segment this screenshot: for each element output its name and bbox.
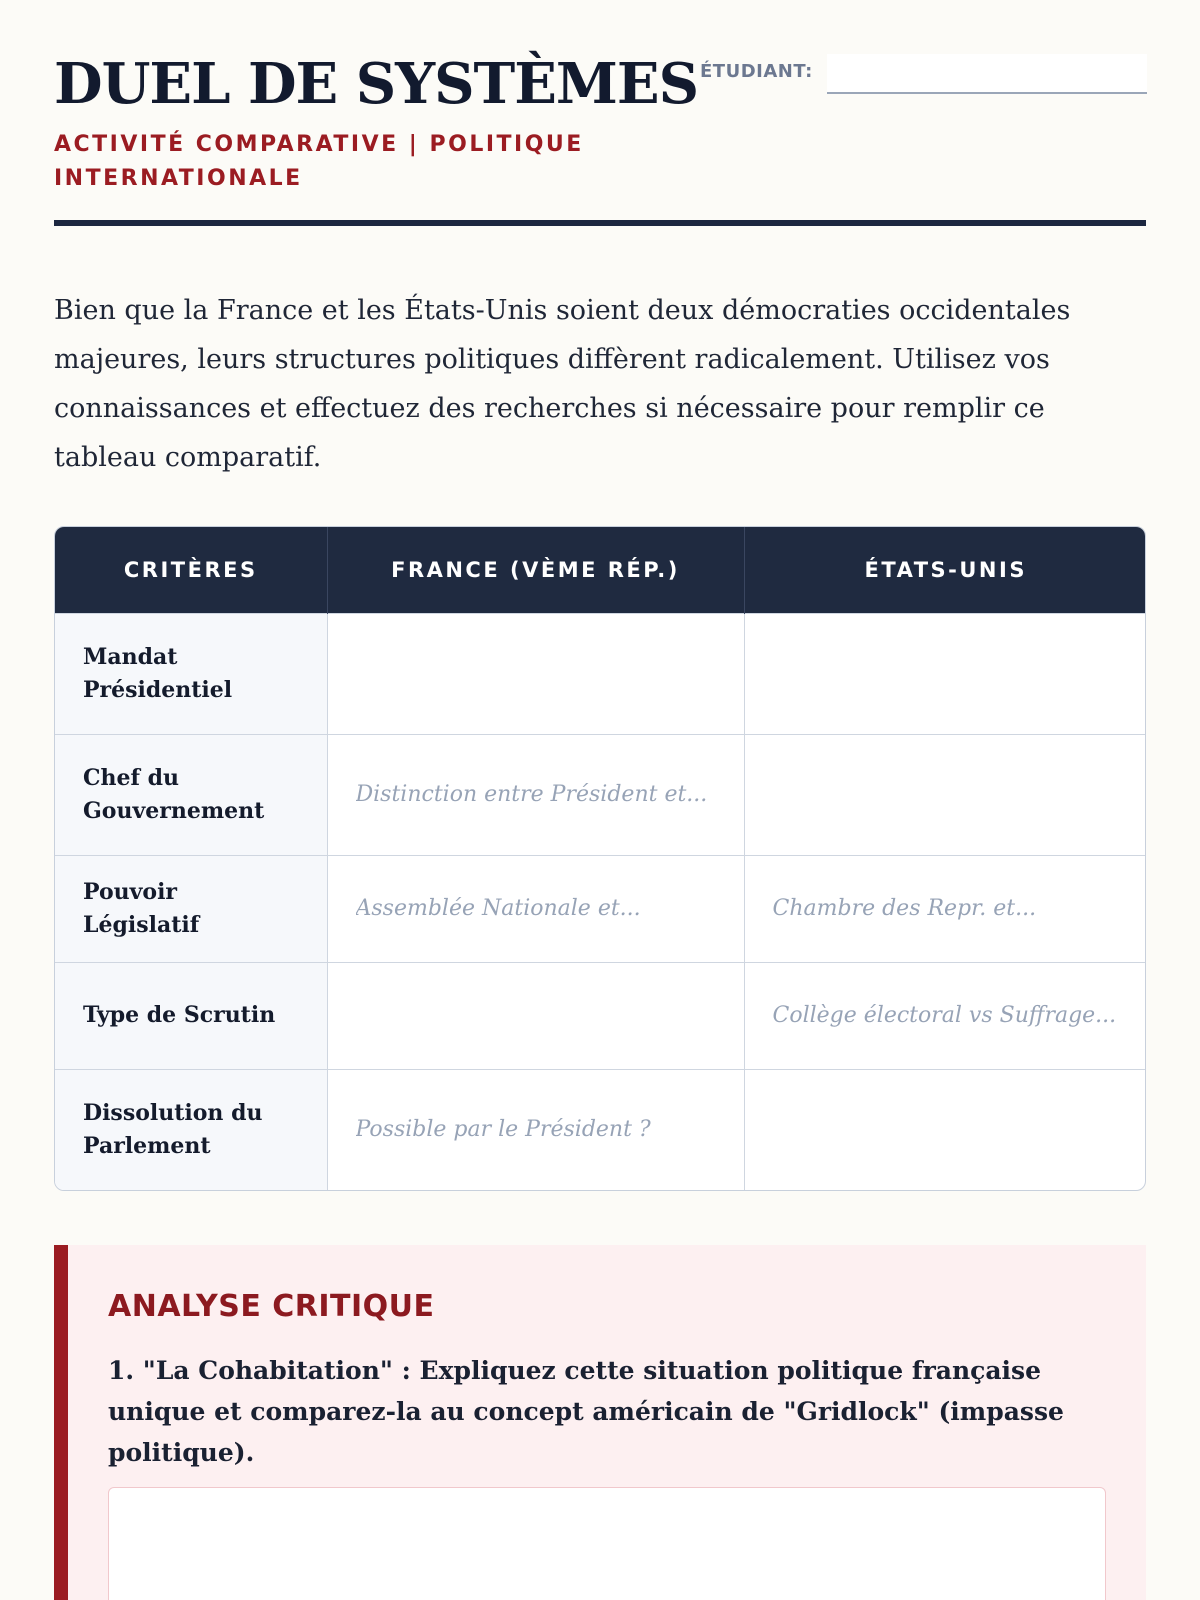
table-row [55, 1069, 1146, 1190]
france-cell [327, 613, 744, 734]
criterion-cell: Pouvoir Législatif [55, 855, 327, 962]
criterion-cell: Mandat Présidentiel [55, 613, 327, 734]
critical-analysis-section [54, 1245, 1146, 1600]
usa-cell [744, 734, 1146, 855]
column-header-usa: ÉTATS-UNIS [744, 527, 1146, 613]
page-title: DUEL DE SYSTÈMES [54, 51, 699, 117]
criterion-cell: Type de Scrutin [55, 962, 327, 1069]
france-cell [327, 962, 744, 1069]
student-field-group [700, 54, 1147, 94]
usa-answer-input[interactable] [773, 661, 1120, 686]
question-1: 1. "La Cohabitation" : Expliquez cette situation politique française unique et comparez-la au concept américain de "Gridlock" (impasse politique). [108, 1356, 1064, 1467]
france-cell [327, 855, 744, 962]
header-divider [54, 220, 1146, 226]
usa-answer-input[interactable] [773, 1117, 1120, 1142]
criterion-cell: Dissolution du Parlement [55, 1069, 327, 1190]
usa-answer-input[interactable] [773, 1003, 1120, 1028]
france-answer-input[interactable] [356, 1117, 716, 1142]
usa-cell [744, 855, 1146, 962]
usa-answer-input[interactable] [773, 896, 1120, 921]
usa-answer-input[interactable] [773, 782, 1120, 807]
france-answer-input[interactable] [356, 661, 716, 686]
france-cell [327, 734, 744, 855]
france-cell [327, 1069, 744, 1190]
question-1-answer-input[interactable] [108, 1487, 1106, 1600]
france-answer-input[interactable] [356, 896, 716, 921]
table-row [55, 855, 1146, 962]
usa-cell [744, 962, 1146, 1069]
page-header [54, 0, 1146, 230]
criterion-cell: Chef du Gouvernement [55, 734, 327, 855]
intro-paragraph: Bien que la France et les États-Unis soient deux démocraties occidentales majeures, leurs structures politiques diffèrent radicalement. Utilisez vos connaissances et effectuez des recherches si nécessaire pour remplir ce tableau comparatif. [54, 295, 1071, 473]
student-label: ÉTUDIANT: [700, 61, 813, 82]
analysis-title: ANALYSE CRITIQUE [108, 1289, 435, 1324]
usa-cell [744, 1069, 1146, 1190]
student-name-input[interactable] [827, 54, 1147, 94]
page-subtitle: ACTIVITÉ COMPARATIVE | POLITIQUE INTERNATIONALE [54, 132, 584, 191]
table-header-row [55, 527, 1146, 613]
france-answer-input[interactable] [356, 1003, 716, 1028]
comparison-table [55, 527, 1146, 1190]
column-header-criteria: CRITÈRES [55, 527, 327, 613]
table-row [55, 613, 1146, 734]
table-row [55, 962, 1146, 1069]
table-row [55, 734, 1146, 855]
usa-cell [744, 613, 1146, 734]
column-header-france: FRANCE (VÈME RÉP.) [327, 527, 744, 613]
comparison-table-container [54, 526, 1146, 1191]
france-answer-input[interactable] [356, 782, 716, 807]
